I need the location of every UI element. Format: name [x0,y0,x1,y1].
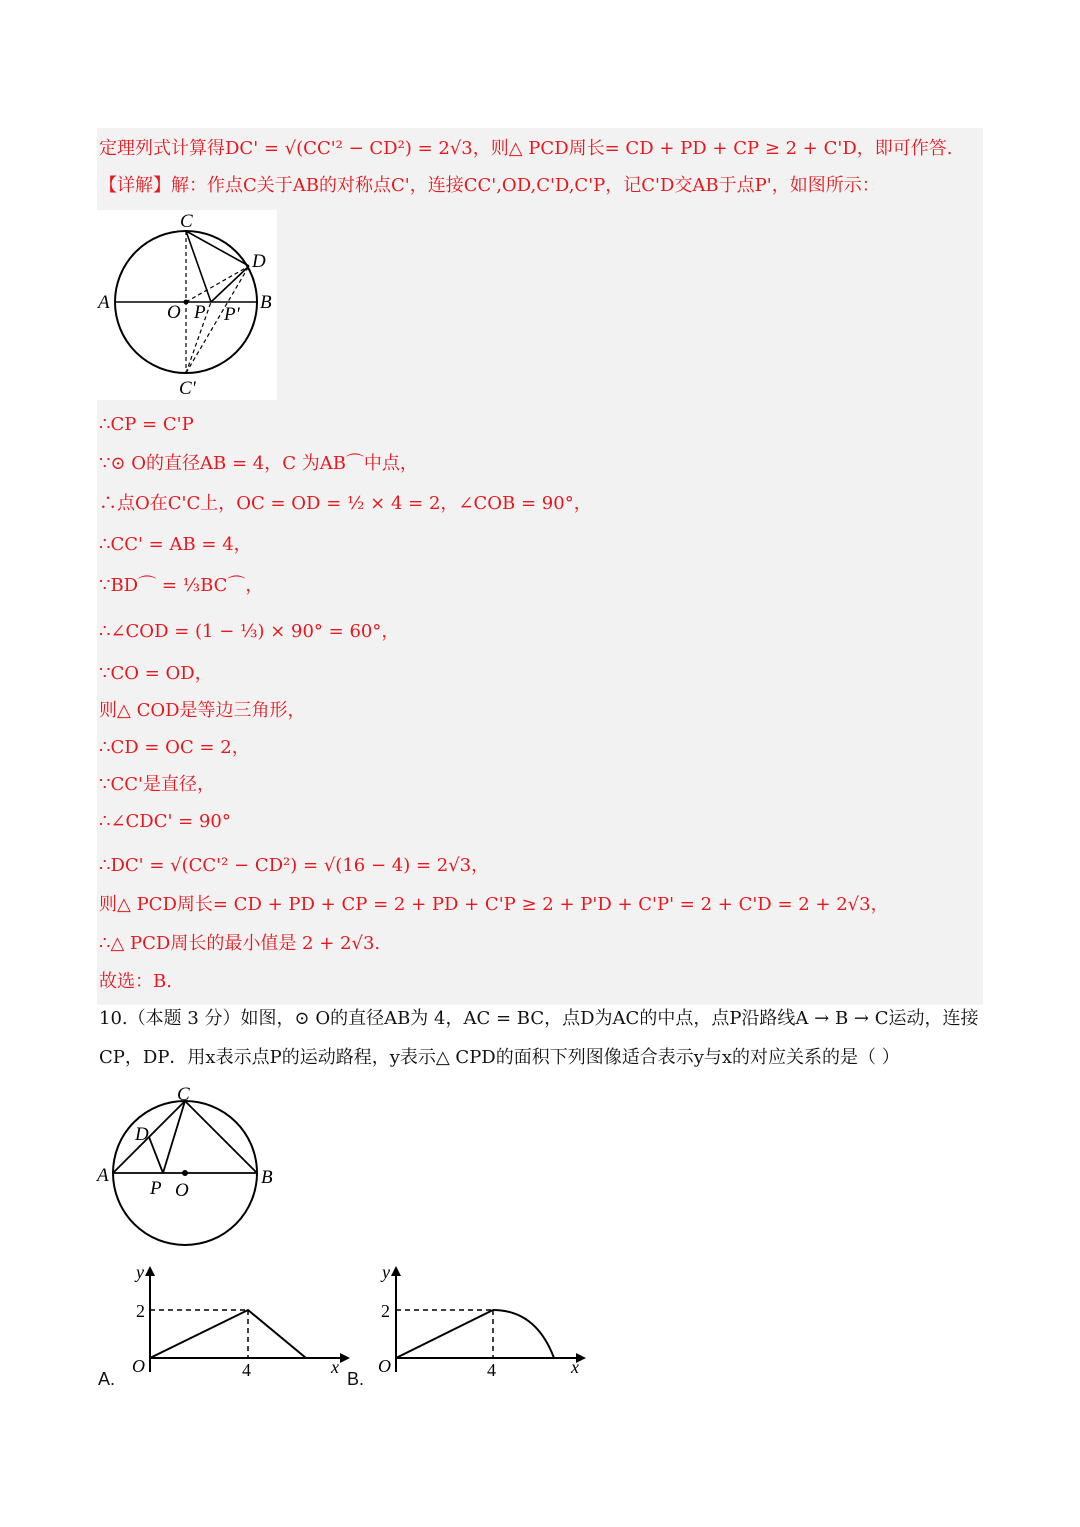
option-a-y-arrow [145,1266,155,1276]
question-label-a: A [97,1165,109,1186]
label-p-prime: P' [224,304,240,325]
label-c-prime: C' [179,378,196,399]
option-b-y-tick: 2 [381,1301,390,1321]
option-b-x-tick: 4 [487,1360,496,1380]
question-segment-dp [149,1137,163,1173]
solution-line-15: 则△ PCD周长= CD + PD + CP = 2 + PD + C'P ≥ 2 + P'D + C'P' = 2 + C'D = 2 + 2√3， [99,894,889,915]
question-label-o: O [175,1180,189,1201]
solution-line-7: ∵BD⌒ = ⅓BC⌒， [99,575,264,596]
question-label-d: D [135,1124,149,1145]
option-a-graph[interactable] [128,1262,353,1380]
solution-line-8: ∴∠COD = (1 − ⅓) × 90° = 60°， [99,621,400,642]
solution-line-12: ∵CC'是直径， [99,774,215,795]
solution-line-16: ∴△ PCD周长的最小值是 2 + 2√3. [99,933,381,954]
label-o: O [167,302,181,323]
solution-line-4: ∵⊙ O的直径AB = 4，C 为AB⌒中点， [99,453,418,474]
option-b-curve [493,1310,554,1358]
option-b-graph[interactable] [374,1262,589,1380]
label-a: A [98,292,110,313]
option-b-x-label: x [571,1357,579,1377]
question-line-1: 10.（本题 3 分）如图，⊙ O的直径AB为 4，AC = BC，点D为AC的中点，点P沿路线A → B → C运动，连接 [99,1008,979,1029]
option-a-y-label: y [136,1262,144,1282]
label-c: C [180,211,193,232]
option-b-y-arrow [391,1266,401,1276]
option-b-label[interactable]: B. [347,1369,365,1389]
solution-line-11: ∴CD = OC = 2， [99,737,250,758]
solution-line-6: ∴CC' = AB = 4， [99,534,252,555]
solution-figure [97,210,277,400]
option-a-y-tick: 2 [136,1301,145,1321]
solution-line-17: 故选：B. [99,971,172,992]
option-b-y-label: y [382,1262,390,1282]
question-label-b: B [261,1167,273,1188]
question-line-2: CP，DP．用x表示点P的运动路程，y表示△ CPD的面积下列图像适合表示y与x的对应关系的是（ ） [99,1047,900,1068]
option-a-origin: O [132,1356,145,1376]
solution-line-13: ∴∠CDC' = 90° [99,811,231,832]
option-a-label[interactable]: A. [98,1369,116,1389]
question-label-c: C [177,1084,190,1105]
option-b-origin: O [378,1356,391,1376]
option-a-x-label: x [331,1357,339,1377]
option-a-x-tick: 4 [242,1360,251,1380]
question-figure [95,1080,285,1250]
label-b: B [260,292,272,313]
option-b-line [396,1310,493,1358]
solution-line-1: 定理列式计算得DC' = √(CC'² − CD²) = 2√3，则△ PCD周长= CD + PD + CP ≥ 2 + C'D，即可作答. [99,138,953,159]
chord-cd [186,231,249,266]
solution-line-14: ∴DC' = √(CC'² − CD²) = √(16 − 4) = 2√3， [99,855,490,876]
option-a-x-arrow [340,1353,350,1363]
center-dot [184,300,189,305]
solution-line-9: ∵CO = OD， [99,663,213,684]
question-label-p: P [150,1178,162,1199]
solution-line-2: 【详解】解：作点C关于AB的对称点C'，连接CC',OD,C'D,C'P，记C'D交AB于点P'，如图所示： [99,175,880,196]
segment-cp [186,231,211,302]
solution-line-10: 则△ COD是等边三角形， [99,700,306,721]
solution-line-3: ∴CP = C'P [99,414,194,435]
option-a-curve [150,1310,306,1358]
label-p: P [194,302,206,323]
label-d: D [252,251,266,272]
solution-line-5: ∴点O在C'C上，OC = OD = ½ × 4 = 2，∠COB = 90°， [99,493,592,514]
question-center-dot [182,1170,188,1176]
